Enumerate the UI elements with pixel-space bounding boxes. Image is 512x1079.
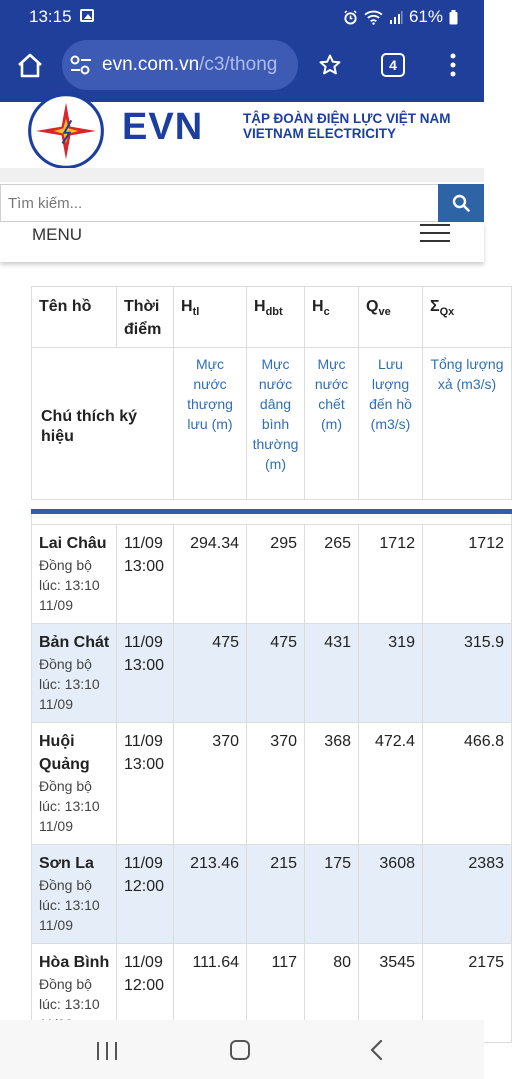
menu-bar[interactable] bbox=[0, 222, 484, 262]
sync-time: Đồng bộ lúc: 13:10 11/09 bbox=[39, 877, 100, 933]
header-separator bbox=[0, 168, 484, 182]
hdbt-cell: 295 bbox=[247, 525, 305, 624]
reservoir-cell bbox=[32, 723, 117, 845]
time-cell: 11/09 12:00 bbox=[117, 944, 174, 1043]
col-hdbt-main: H bbox=[254, 298, 266, 315]
back-icon[interactable] bbox=[369, 1039, 383, 1061]
reservoir-table bbox=[31, 286, 512, 1043]
sync-time: Đồng bộ lúc: 13:10 11/09 bbox=[39, 656, 100, 712]
table-row[interactable] bbox=[32, 723, 512, 845]
desc-htl: Mực nước thượng lưu (m) bbox=[174, 348, 247, 500]
system-nav-bar bbox=[0, 1020, 484, 1079]
time-cell: 11/09 13:00 bbox=[117, 723, 174, 845]
url-path: /c3/thong bbox=[199, 54, 278, 75]
home-icon[interactable] bbox=[16, 52, 44, 80]
more-icon[interactable] bbox=[446, 52, 460, 78]
star-icon[interactable] bbox=[318, 53, 342, 77]
col-sqx-main: Σ bbox=[430, 298, 440, 315]
sqx-cell: 466.8 bbox=[423, 723, 512, 845]
tagline-vi: TẬP ĐOÀN ĐIỆN LỰC VIỆT NAM bbox=[243, 111, 451, 126]
sqx-cell: 1712 bbox=[423, 525, 512, 624]
table-row[interactable] bbox=[32, 525, 512, 624]
col-sqx-sub: Qx bbox=[439, 306, 455, 318]
search-button[interactable] bbox=[438, 184, 484, 222]
url-text bbox=[102, 54, 292, 76]
divider-gap bbox=[32, 512, 512, 525]
qve-cell: 472.4 bbox=[359, 723, 423, 845]
col-qve[interactable] bbox=[359, 287, 423, 348]
desc-qve: Lưu lượng đến hồ (m3/s) bbox=[359, 348, 423, 500]
legend-row bbox=[32, 348, 512, 500]
wifi-icon bbox=[364, 10, 383, 25]
hdbt-cell: 370 bbox=[247, 723, 305, 845]
battery-percent: 61% bbox=[408, 7, 443, 26]
reservoir-cell bbox=[32, 525, 117, 624]
image-icon bbox=[80, 9, 94, 22]
col-sqx[interactable] bbox=[423, 287, 512, 348]
search-icon bbox=[452, 194, 470, 212]
search-input[interactable] bbox=[0, 184, 438, 222]
htl-cell: 111.64 bbox=[174, 944, 247, 1043]
hc-cell: 175 bbox=[305, 845, 359, 944]
qve-cell: 319 bbox=[359, 624, 423, 723]
header-row bbox=[32, 287, 512, 348]
reservoir-table-container[interactable] bbox=[31, 286, 504, 1020]
col-htl[interactable] bbox=[174, 287, 247, 348]
site-settings-icon[interactable] bbox=[70, 55, 92, 75]
site-tagline bbox=[243, 111, 450, 141]
col-htl-sub: tl bbox=[192, 306, 200, 318]
col-hdbt-sub: dbt bbox=[265, 306, 283, 318]
reservoir-name: Sơn La bbox=[39, 855, 94, 872]
htl-cell: 294.34 bbox=[174, 525, 247, 624]
address-bar[interactable] bbox=[62, 40, 298, 90]
time-cell: 11/09 13:00 bbox=[117, 525, 174, 624]
sqx-cell: 2383 bbox=[423, 845, 512, 944]
tab-switcher-button[interactable]: 4 bbox=[381, 53, 405, 77]
col-qve-sub: ve bbox=[378, 306, 391, 318]
qve-cell: 3545 bbox=[359, 944, 423, 1043]
table-row[interactable] bbox=[32, 845, 512, 944]
time-cell: 11/09 12:00 bbox=[117, 845, 174, 944]
htl-cell: 370 bbox=[174, 723, 247, 845]
reservoir-name: Huội Quảng bbox=[39, 733, 90, 773]
hc-cell: 431 bbox=[305, 624, 359, 723]
htl-cell: 213.46 bbox=[174, 845, 247, 944]
table-row[interactable] bbox=[32, 624, 512, 723]
htl-cell: 475 bbox=[174, 624, 247, 723]
hdbt-cell: 475 bbox=[247, 624, 305, 723]
alarm-icon bbox=[343, 10, 358, 25]
reservoir-name: Bản Chát bbox=[39, 634, 110, 651]
status-bar bbox=[0, 0, 484, 34]
desc-sqx: Tổng lượng xả (m3/s) bbox=[423, 348, 512, 500]
time-cell: 11/09 13:00 bbox=[117, 624, 174, 723]
reservoir-name: Lai Châu bbox=[39, 535, 107, 552]
reservoir-cell bbox=[32, 845, 117, 944]
col-hc[interactable] bbox=[305, 287, 359, 348]
site-header bbox=[0, 102, 484, 168]
col-time[interactable]: Thời điểm bbox=[117, 287, 174, 348]
menu-label: MENU bbox=[32, 225, 83, 244]
sync-time: Đồng bộ lúc: 13:10 bbox=[39, 976, 100, 1012]
sqx-cell: 2175 bbox=[423, 944, 512, 1043]
sync-time: Đồng bộ lúc: 13:10 11/09 bbox=[39, 557, 100, 613]
sqx-cell: 315.9 bbox=[423, 624, 512, 723]
sync-time: Đồng bộ lúc: 13:10 11/09 bbox=[39, 778, 100, 834]
desc-hdbt: Mực nước dâng bình thường (m) bbox=[247, 348, 305, 500]
col-hc-main: H bbox=[312, 298, 324, 315]
signal-icon bbox=[389, 10, 403, 24]
site-logo-text: EVN bbox=[122, 106, 204, 148]
search-bar bbox=[0, 184, 484, 222]
home-nav-icon[interactable] bbox=[230, 1040, 250, 1060]
recent-apps-icon[interactable] bbox=[96, 1041, 118, 1061]
reservoir-name: Hòa Bình bbox=[39, 954, 110, 971]
header-divider bbox=[32, 500, 512, 512]
hdbt-cell: 117 bbox=[247, 944, 305, 1043]
tagline-en: VIETNAM ELECTRICITY bbox=[243, 126, 397, 141]
col-htl-main: H bbox=[181, 298, 193, 315]
qve-cell: 3608 bbox=[359, 845, 423, 944]
status-time: 13:15 bbox=[29, 7, 72, 26]
desc-hc: Mực nước chết (m) bbox=[305, 348, 359, 500]
col-hc-sub: c bbox=[323, 306, 330, 318]
col-hdbt[interactable] bbox=[247, 287, 305, 348]
hc-cell: 265 bbox=[305, 525, 359, 624]
col-qve-main: Q bbox=[366, 298, 379, 315]
status-icons bbox=[343, 7, 458, 27]
url-host: evn.com.vn bbox=[102, 54, 200, 75]
qve-cell: 1712 bbox=[359, 525, 423, 624]
evn-logo[interactable] bbox=[22, 92, 110, 170]
reservoir-cell bbox=[32, 624, 117, 723]
battery-icon bbox=[449, 10, 458, 25]
hdbt-cell: 215 bbox=[247, 845, 305, 944]
col-name[interactable]: Tên hồ bbox=[32, 287, 117, 348]
hamburger-icon[interactable] bbox=[420, 224, 450, 244]
hc-cell: 368 bbox=[305, 723, 359, 845]
hc-cell: 80 bbox=[305, 944, 359, 1043]
legend-label: Chú thích ký hiệu bbox=[32, 348, 174, 500]
